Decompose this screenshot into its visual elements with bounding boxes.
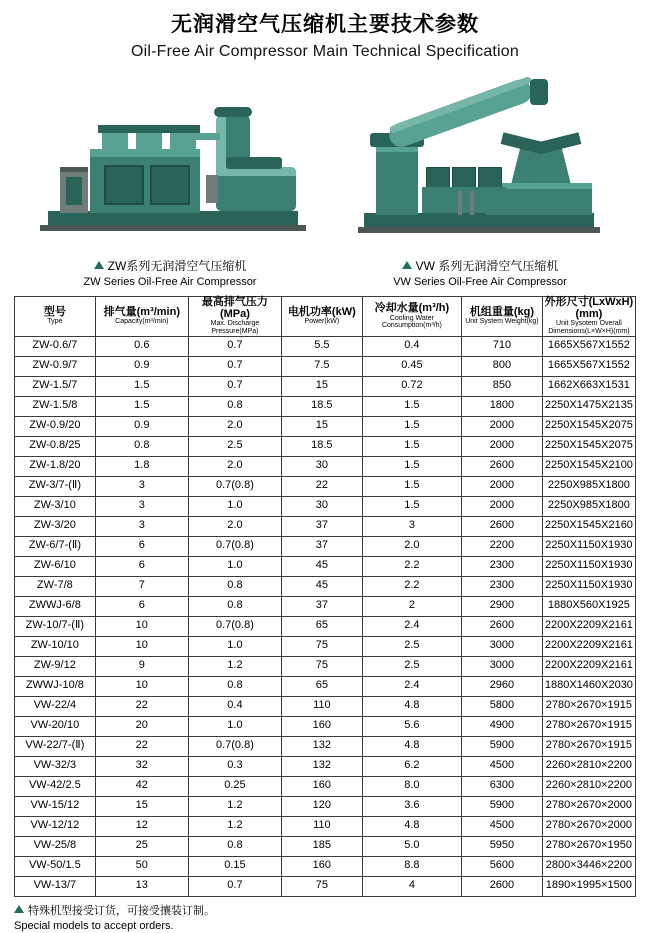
table-row — [15, 696, 636, 716]
table-row — [15, 736, 636, 756]
cell-capacity: 6 — [95, 536, 188, 556]
cell-cooling-water: 1.5 — [362, 436, 461, 456]
cell-type: VW-20/10 — [15, 716, 96, 736]
cell-dimensions: 2250X1545X2075 — [542, 416, 635, 436]
cell-power: 120 — [282, 796, 363, 816]
table-row — [15, 396, 636, 416]
cell-pressure: 0.7 — [188, 876, 281, 896]
cell-capacity: 10 — [95, 636, 188, 656]
cell-power: 37 — [282, 516, 363, 536]
cell-pressure: 0.8 — [188, 596, 281, 616]
cell-type: VW-22/7-(Ⅱ) — [15, 736, 96, 756]
table-row — [15, 776, 636, 796]
cell-cooling-water: 2.4 — [362, 676, 461, 696]
cell-power: 65 — [282, 616, 363, 636]
table-row — [15, 516, 636, 536]
cell-weight: 2000 — [462, 436, 543, 456]
cell-weight: 5950 — [462, 836, 543, 856]
cell-type: VW-25/8 — [15, 836, 96, 856]
cell-power: 132 — [282, 756, 363, 776]
cell-capacity: 13 — [95, 876, 188, 896]
cell-capacity: 42 — [95, 776, 188, 796]
cell-capacity: 0.8 — [95, 436, 188, 456]
cell-cooling-water: 6.2 — [362, 756, 461, 776]
cell-type: ZW-7/8 — [15, 576, 96, 596]
cell-power: 160 — [282, 716, 363, 736]
triangle-bullet-icon — [402, 261, 412, 269]
cell-dimensions: 1880X560X1925 — [542, 596, 635, 616]
cell-capacity: 6 — [95, 556, 188, 576]
cell-weight: 2000 — [462, 476, 543, 496]
cell-power: 18.5 — [282, 436, 363, 456]
cell-cooling-water: 0.4 — [362, 336, 461, 356]
cell-power: 75 — [282, 656, 363, 676]
cell-dimensions: 1880X1460X2030 — [542, 676, 635, 696]
cell-type: ZW-1.5/8 — [15, 396, 96, 416]
table-row — [15, 496, 636, 516]
cell-weight: 5800 — [462, 696, 543, 716]
cell-cooling-water: 3 — [362, 516, 461, 536]
cell-type: VW-32/3 — [15, 756, 96, 776]
cell-pressure: 0.8 — [188, 836, 281, 856]
cell-weight: 4500 — [462, 756, 543, 776]
zw-compressor-image — [20, 71, 320, 251]
column-header-type: 型号 Type — [15, 297, 96, 336]
table-row — [15, 356, 636, 376]
cell-pressure: 0.7(0.8) — [188, 476, 281, 496]
table-row — [15, 716, 636, 736]
vw-compressor-image — [330, 71, 630, 251]
cell-weight: 850 — [462, 376, 543, 396]
cell-capacity: 0.6 — [95, 336, 188, 356]
cell-dimensions: 2250X1150X1930 — [542, 556, 635, 576]
cell-capacity: 3 — [95, 476, 188, 496]
cell-dimensions: 2250X1150X1930 — [542, 536, 635, 556]
cell-pressure: 0.7(0.8) — [188, 616, 281, 636]
cell-pressure: 0.8 — [188, 676, 281, 696]
cell-type: ZW-0.9/7 — [15, 356, 96, 376]
page-title-cn: 无润滑空气压缩机主要技术参数 — [14, 12, 636, 37]
cell-dimensions: 2200X2209X2161 — [542, 636, 635, 656]
cell-pressure: 2.0 — [188, 516, 281, 536]
cell-cooling-water: 0.45 — [362, 356, 461, 376]
cell-power: 22 — [282, 476, 363, 496]
cell-type: ZW-1.8/20 — [15, 456, 96, 476]
cell-dimensions: 2780×2670×1950 — [542, 836, 635, 856]
cell-weight: 2600 — [462, 876, 543, 896]
cell-type: VW-42/2.5 — [15, 776, 96, 796]
table-row — [15, 796, 636, 816]
cell-cooling-water: 2.4 — [362, 616, 461, 636]
cell-capacity: 32 — [95, 756, 188, 776]
column-header-dimensions: 外形尺寸(LxWxH)(mm) Unit Sysotem Overall Dimensions(L×W×H)(mm) — [542, 297, 635, 336]
cell-weight: 2600 — [462, 616, 543, 636]
cell-power: 75 — [282, 636, 363, 656]
cell-cooling-water: 5.6 — [362, 716, 461, 736]
cell-type: VW-50/1.5 — [15, 856, 96, 876]
table-row — [15, 676, 636, 696]
cell-power: 18.5 — [282, 396, 363, 416]
cell-weight: 5600 — [462, 856, 543, 876]
cell-dimensions: 2780×2670×2000 — [542, 816, 635, 836]
specification-table — [14, 296, 636, 896]
table-row — [15, 636, 636, 656]
cell-capacity: 1.5 — [95, 396, 188, 416]
cell-capacity: 12 — [95, 816, 188, 836]
cell-pressure: 0.7 — [188, 356, 281, 376]
cell-capacity: 3 — [95, 496, 188, 516]
triangle-bullet-icon — [14, 905, 24, 913]
cell-capacity: 1.8 — [95, 456, 188, 476]
cell-dimensions: 2250X985X1800 — [542, 476, 635, 496]
cell-pressure: 2.0 — [188, 416, 281, 436]
cell-weight: 3000 — [462, 636, 543, 656]
cell-type: ZW-3/20 — [15, 516, 96, 536]
cell-dimensions: 2780×2670×1915 — [542, 696, 635, 716]
cell-power: 5.5 — [282, 336, 363, 356]
cell-power: 110 — [282, 696, 363, 716]
table-row — [15, 376, 636, 396]
cell-pressure: 1.0 — [188, 496, 281, 516]
cell-weight: 2200 — [462, 536, 543, 556]
cell-weight: 3000 — [462, 656, 543, 676]
cell-weight: 2300 — [462, 576, 543, 596]
table-row — [15, 336, 636, 356]
cell-cooling-water: 2 — [362, 596, 461, 616]
cell-capacity: 20 — [95, 716, 188, 736]
column-header-pressure: 最高排气压力(MPa) Max. Discharge Pressure(MPa) — [188, 297, 281, 336]
cell-cooling-water: 2.2 — [362, 556, 461, 576]
cell-dimensions: 2250X1475X2135 — [542, 396, 635, 416]
cell-cooling-water: 4.8 — [362, 736, 461, 756]
cell-dimensions: 2780×2670×1915 — [542, 736, 635, 756]
photo-caption-en-zw: ZW Series Oil-Free Air Compressor — [20, 276, 320, 288]
cell-type: VW-15/12 — [15, 796, 96, 816]
table-row — [15, 476, 636, 496]
cell-pressure: 1.0 — [188, 556, 281, 576]
cell-cooling-water: 3.6 — [362, 796, 461, 816]
cell-pressure: 0.4 — [188, 696, 281, 716]
cell-power: 185 — [282, 836, 363, 856]
cell-dimensions: 2200X2209X2161 — [542, 616, 635, 636]
cell-pressure: 0.15 — [188, 856, 281, 876]
cell-weight: 2000 — [462, 496, 543, 516]
cell-capacity: 10 — [95, 676, 188, 696]
table-body — [15, 336, 636, 896]
table-row — [15, 856, 636, 876]
cell-pressure: 1.2 — [188, 656, 281, 676]
cell-power: 132 — [282, 736, 363, 756]
column-header-cooling-water: 冷却水量(m³/h) Cooling Water Consumption(m³/h) — [362, 297, 461, 336]
table-row — [15, 876, 636, 896]
cell-weight: 4900 — [462, 716, 543, 736]
cell-dimensions: 2200X2209X2161 — [542, 656, 635, 676]
footnote-cn: 特殊机型接受订货，可接受攘装订制。 — [14, 904, 636, 919]
footnote-en: Special models to accept orders. — [14, 919, 636, 933]
cell-dimensions: 1662X663X1531 — [542, 376, 635, 396]
cell-cooling-water: 1.5 — [362, 396, 461, 416]
cell-type: ZW-0.9/20 — [15, 416, 96, 436]
cell-cooling-water: 4.8 — [362, 696, 461, 716]
cell-dimensions: 2780×2670×2000 — [542, 796, 635, 816]
cell-weight: 1800 — [462, 396, 543, 416]
table-header-row — [15, 297, 636, 336]
cell-pressure: 1.2 — [188, 816, 281, 836]
cell-pressure: 0.7 — [188, 336, 281, 356]
table-row — [15, 456, 636, 476]
cell-dimensions: 1890×1995×1500 — [542, 876, 635, 896]
cell-pressure: 1.2 — [188, 796, 281, 816]
column-header-weight: 机组重量(kg) Unit System Weight(kg) — [462, 297, 543, 336]
cell-pressure: 0.8 — [188, 396, 281, 416]
cell-power: 160 — [282, 776, 363, 796]
cell-cooling-water: 2.5 — [362, 656, 461, 676]
cell-pressure: 0.25 — [188, 776, 281, 796]
photo-caption-cn-vw: VW 系列无润滑空气压缩机 — [330, 257, 630, 274]
photo-block-zw — [20, 71, 320, 288]
cell-type: ZW-0.8/25 — [15, 436, 96, 456]
cell-dimensions: 2250X985X1800 — [542, 496, 635, 516]
table-row — [15, 616, 636, 636]
cell-dimensions: 2250X1545X2100 — [542, 456, 635, 476]
cell-power: 15 — [282, 376, 363, 396]
cell-type: ZW-6/7-(Ⅱ) — [15, 536, 96, 556]
cell-weight: 2300 — [462, 556, 543, 576]
cell-pressure: 1.0 — [188, 636, 281, 656]
cell-power: 30 — [282, 496, 363, 516]
cell-dimensions: 2250X1150X1930 — [542, 576, 635, 596]
cell-weight: 2600 — [462, 516, 543, 536]
cell-type: ZW-3/7-(Ⅱ) — [15, 476, 96, 496]
cell-capacity: 3 — [95, 516, 188, 536]
cell-cooling-water: 8.0 — [362, 776, 461, 796]
cell-type: ZW-9/12 — [15, 656, 96, 676]
cell-weight: 2900 — [462, 596, 543, 616]
cell-capacity: 22 — [95, 696, 188, 716]
table-row — [15, 416, 636, 436]
cell-weight: 6300 — [462, 776, 543, 796]
cell-power: 37 — [282, 596, 363, 616]
cell-type: VW-13/7 — [15, 876, 96, 896]
cell-power: 45 — [282, 576, 363, 596]
triangle-bullet-icon — [94, 261, 104, 269]
cell-power: 110 — [282, 816, 363, 836]
cell-pressure: 0.7(0.8) — [188, 536, 281, 556]
table-row — [15, 536, 636, 556]
cell-cooling-water: 1.5 — [362, 456, 461, 476]
cell-dimensions: 1665X567X1552 — [542, 336, 635, 356]
table-row — [15, 656, 636, 676]
cell-weight: 800 — [462, 356, 543, 376]
cell-capacity: 15 — [95, 796, 188, 816]
cell-pressure: 1.0 — [188, 716, 281, 736]
cell-power: 75 — [282, 876, 363, 896]
cell-capacity: 22 — [95, 736, 188, 756]
cell-cooling-water: 5.0 — [362, 836, 461, 856]
cell-cooling-water: 2.2 — [362, 576, 461, 596]
cell-pressure: 0.3 — [188, 756, 281, 776]
cell-dimensions: 2260×2810×2200 — [542, 776, 635, 796]
cell-pressure: 0.8 — [188, 576, 281, 596]
cell-dimensions: 2250X1545X2075 — [542, 436, 635, 456]
cell-power: 15 — [282, 416, 363, 436]
cell-dimensions: 2260×2810×2200 — [542, 756, 635, 776]
cell-type: ZWWJ-10/8 — [15, 676, 96, 696]
cell-weight: 5900 — [462, 796, 543, 816]
table-row — [15, 556, 636, 576]
column-header-power: 电机功率(kW) Power(kW) — [282, 297, 363, 336]
table-row — [15, 836, 636, 856]
cell-cooling-water: 2.0 — [362, 536, 461, 556]
table-row — [15, 816, 636, 836]
cell-type: VW-22/4 — [15, 696, 96, 716]
table-row — [15, 576, 636, 596]
footnote — [14, 904, 636, 933]
photo-caption-cn-zw: ZW系列无润滑空气压缩机 — [20, 257, 320, 274]
document-page — [0, 12, 650, 837]
cell-power: 160 — [282, 856, 363, 876]
cell-cooling-water: 0.72 — [362, 376, 461, 396]
cell-type: ZW-10/10 — [15, 636, 96, 656]
cell-type: ZW-1.5/7 — [15, 376, 96, 396]
cell-cooling-water: 2.5 — [362, 636, 461, 656]
cell-cooling-water: 1.5 — [362, 496, 461, 516]
cell-pressure: 0.7 — [188, 376, 281, 396]
table-row — [15, 436, 636, 456]
cell-weight: 2600 — [462, 456, 543, 476]
cell-pressure: 2.0 — [188, 456, 281, 476]
cell-cooling-water: 8.8 — [362, 856, 461, 876]
cell-power: 37 — [282, 536, 363, 556]
cell-capacity: 7 — [95, 576, 188, 596]
cell-capacity: 0.9 — [95, 416, 188, 436]
cell-weight: 4500 — [462, 816, 543, 836]
photo-block-vw — [330, 71, 630, 288]
cell-power: 7.5 — [282, 356, 363, 376]
cell-type: ZWWJ-6/8 — [15, 596, 96, 616]
cell-capacity: 50 — [95, 856, 188, 876]
cell-weight: 2960 — [462, 676, 543, 696]
cell-capacity: 10 — [95, 616, 188, 636]
cell-dimensions: 2800×3446×2200 — [542, 856, 635, 876]
cell-weight: 5900 — [462, 736, 543, 756]
table-row — [15, 756, 636, 776]
cell-pressure: 2.5 — [188, 436, 281, 456]
cell-power: 45 — [282, 556, 363, 576]
cell-cooling-water: 1.5 — [362, 416, 461, 436]
cell-capacity: 9 — [95, 656, 188, 676]
cell-type: ZW-6/10 — [15, 556, 96, 576]
cell-type: ZW-0.6/7 — [15, 336, 96, 356]
cell-capacity: 0.9 — [95, 356, 188, 376]
cell-dimensions: 1665X567X1552 — [542, 356, 635, 376]
cell-type: VW-12/12 — [15, 816, 96, 836]
cell-weight: 710 — [462, 336, 543, 356]
cell-type: ZW-3/10 — [15, 496, 96, 516]
cell-capacity: 1.5 — [95, 376, 188, 396]
cell-dimensions: 2250X1545X2160 — [542, 516, 635, 536]
table-row — [15, 596, 636, 616]
cell-capacity: 25 — [95, 836, 188, 856]
cell-dimensions: 2780×2670×1915 — [542, 716, 635, 736]
cell-cooling-water: 4.8 — [362, 816, 461, 836]
cell-weight: 2000 — [462, 416, 543, 436]
cell-type: ZW-10/7-(Ⅱ) — [15, 616, 96, 636]
cell-cooling-water: 4 — [362, 876, 461, 896]
cell-cooling-water: 1.5 — [362, 476, 461, 496]
cell-power: 65 — [282, 676, 363, 696]
cell-pressure: 0.7(0.8) — [188, 736, 281, 756]
photo-caption-en-vw: VW Series Oil-Free Air Compressor — [330, 276, 630, 288]
cell-capacity: 6 — [95, 596, 188, 616]
page-title-en: Oil-Free Air Compressor Main Technical Specification — [14, 43, 636, 61]
column-header-capacity: 排气量(m³/min) Capacity(m³/min) — [95, 297, 188, 336]
cell-power: 30 — [282, 456, 363, 476]
product-photos — [14, 71, 636, 288]
